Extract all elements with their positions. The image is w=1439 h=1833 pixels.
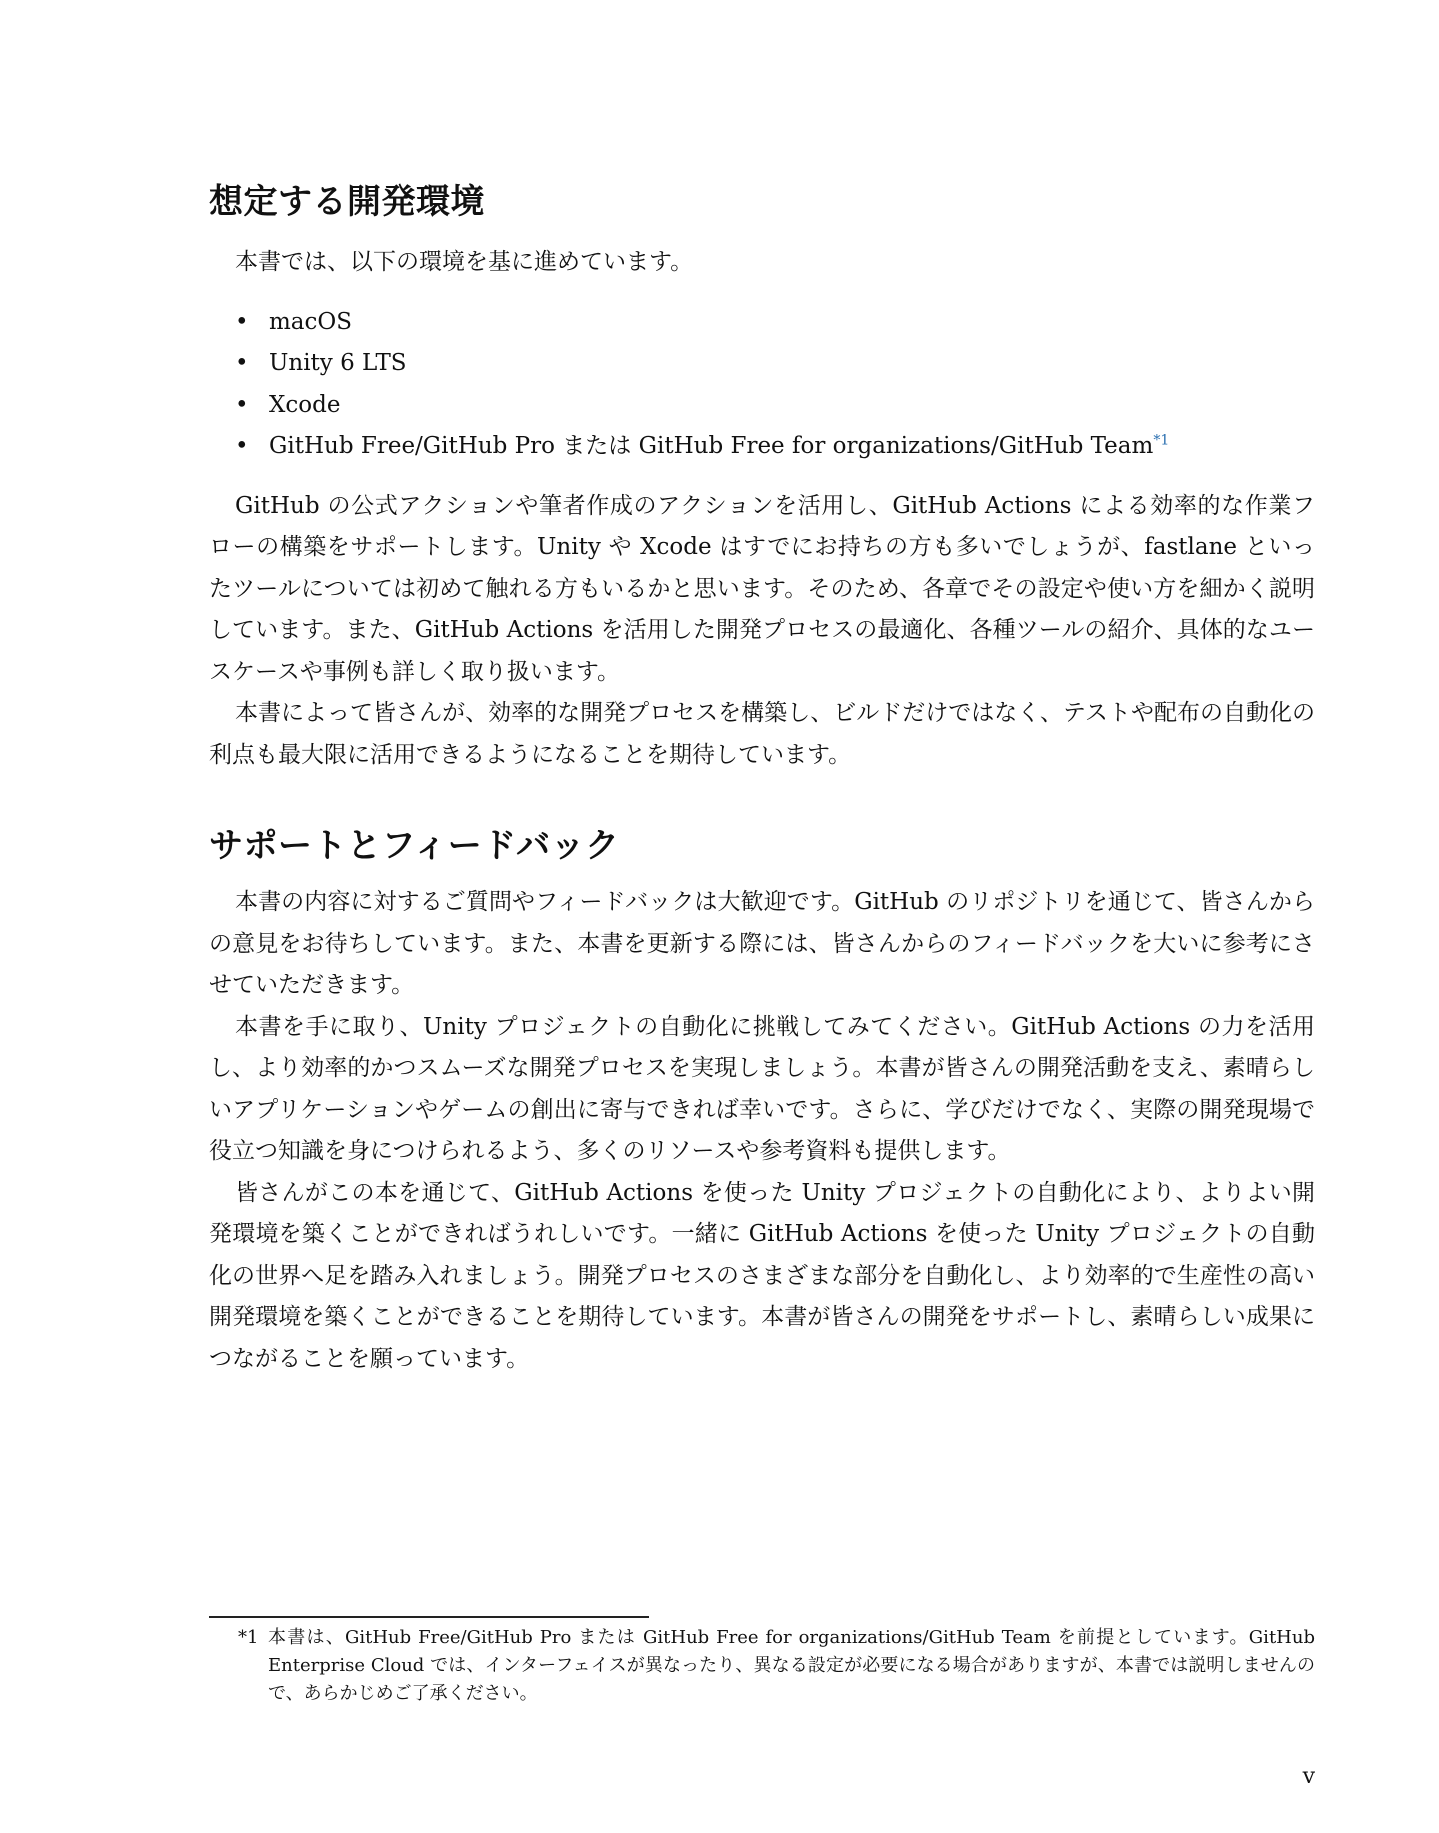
- list-item-text: Unity 6 LTS: [269, 350, 407, 376]
- bullet-icon: •: [235, 433, 249, 459]
- section-heading-environment: 想定する開発環境: [209, 182, 485, 222]
- list-item-text: Xcode: [269, 391, 341, 418]
- list-item: [235, 385, 1315, 427]
- list-item: [235, 343, 1315, 385]
- footnote-text: 本書は、GitHub Free/GitHub Pro または GitHub Free for organizations/GitHub Team を前提としています。GitHub Enterprise Cloud では、インターフェイスが異なったり、異なる設定が必要になる場合がありますが、本書では説明しませんので、あらかじめご了承ください。: [268, 1627, 1315, 1704]
- environment-paragraph-1: GitHub の公式アクションや筆者作成のアクションを活用し、GitHub Actions による効率的な作業フローの構築をサポートします。Unity や Xcode はすでにお持ちの方も多いでしょうが、fastlane といったツールについては初めて触れる方もいるかと思います。そのため、各章でその設定や使い方を細かく説明しています。また、GitHub Actions を活用した開発プロセスの最適化、各種ツールの紹介、具体的なユースケースや事例も詳しく取り扱います。: [209, 492, 1315, 685]
- environment-paragraph-2: 本書によって皆さんが、効率的な開発プロセスを構築し、ビルドだけではなく、テストや配布の自動化の利点も最大限に活用できるようになることを期待しています。: [209, 700, 1315, 768]
- page-content: [209, 178, 1315, 1380]
- bullet-icon: •: [235, 391, 249, 418]
- section-heading-support: サポートとフィードバック: [209, 826, 620, 866]
- support-paragraph-1: 本書の内容に対するご質問やフィードバックは大歓迎です。GitHub のリポジトリを通じて、皆さんからの意見をお待ちしています。また、本書を更新する際には、皆さんからのフィードバックを大いに参考にさせていただきます。: [209, 889, 1315, 998]
- support-paragraph-2: 本書を手に取り、Unity プロジェクトの自動化に挑戦してみてください。GitHub Actions の力を活用し、より効率的かつスムーズな開発プロセスを実現しましょう。本書が皆さんの開発活動を支え、素晴らしいアプリケーションやゲームの創出に寄与できれば幸いです。さらに、学びだけでなく、実際の開発現場で役立つ知識を身につけられるよう、多くのリソースや参考資料も提供します。: [209, 1013, 1315, 1164]
- bullet-icon: •: [235, 308, 249, 335]
- support-paragraph-3: 皆さんがこの本を通じて、GitHub Actions を使った Unity プロジェクトの自動化により、よりよい開発環境を築くことができればうれしいです。一緒に GitHub Actions を使った Unity プロジェクトの自動化の世界へ足を踏み入れましょう。開発プロセスのさまざまな部分を自動化し、より効率的で生産性の高い開発環境を築くことができることを期待しています。本書が皆さんの開発をサポートし、素晴らしい成果につながることを願っています。: [209, 1179, 1315, 1372]
- footnote-reference-link[interactable]: *1: [1153, 432, 1170, 449]
- list-item-text: GitHub Free/GitHub Pro または GitHub Free for organizations/GitHub Team: [269, 433, 1154, 459]
- footnote-divider: [209, 1616, 649, 1618]
- footnote-mark: *1: [238, 1627, 259, 1648]
- bullet-icon: •: [235, 350, 249, 376]
- list-item-text: macOS: [269, 308, 353, 335]
- page-number: v: [1302, 1764, 1315, 1789]
- list-item: [235, 302, 1315, 344]
- environment-intro-paragraph: 本書では、以下の環境を基に進めています。: [235, 249, 694, 275]
- environment-list: [209, 302, 1315, 468]
- list-item: [235, 426, 1315, 468]
- footnote: [238, 1624, 1315, 1708]
